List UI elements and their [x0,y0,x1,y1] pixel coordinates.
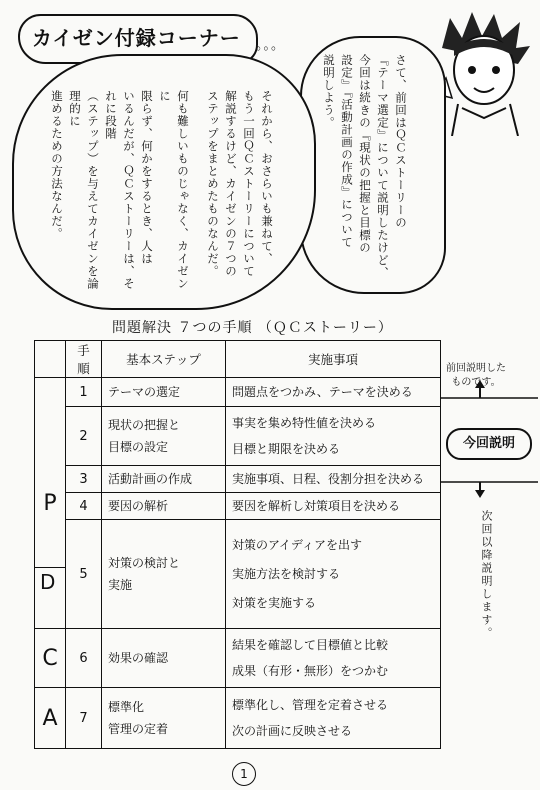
step-detail: 実施方法を検討する [232,566,341,581]
bubble-middle-text: それから、おさらいも兼ねて、 もう一回ＱＣストーリーについて 解説するけど、カイゼンの７つの ステップをまとめたものなんだ。 [206,90,274,278]
title-dots: 。。。 [256,38,286,53]
pdca-do: D [40,570,56,594]
arrow-down-icon [475,490,485,498]
bubble-right-text: さて、前回はＱＣストーリーの 『テーマ選定』について説明したけど、 今回は続きの『現状の把握と目標の 設定』『活動計画の作成』について 説明しよう。 [322,54,408,279]
step-number: 3 [66,466,102,493]
step-detail: 問題点をつかみ、テーマを決める [232,385,413,399]
step-detail: 対策のアイディアを出す [232,537,362,552]
table-row [35,688,441,749]
table-row [35,493,441,520]
qc-story-table [34,340,441,749]
header-action-items: 実施事項 [226,341,441,378]
step-number: 1 [66,378,102,407]
step-detail: 標準化し、管理を定着させる [232,698,389,712]
step-label: 目標の設定 [108,440,169,454]
character-illustration [432,8,536,136]
pdca-plan: P [35,378,66,629]
step-label: 要因の解析 [108,499,169,513]
step-number: 5 [66,520,102,629]
step-label: テーマの選定 [108,385,181,399]
step-detail: 結果を確認して目標値と比較 [232,638,389,652]
table-row [35,520,441,629]
pdca-do-divider [34,567,65,568]
step-number: 7 [66,688,102,749]
step-detail: 事実を集め特性値を決める [232,416,377,430]
step-number: 2 [66,407,102,466]
table-row [35,629,441,688]
current-note: 今回説明 [446,428,532,460]
step-label: 効果の確認 [108,651,169,665]
table-row [35,378,441,407]
step-label: 現状の把握と [108,418,181,432]
step-detail: 要因を解析し対策項目を決める [232,499,401,513]
step-label: 活動計画の作成 [108,472,193,486]
step-number: 4 [66,493,102,520]
page-title: カイゼン付録コーナー [32,26,241,50]
previous-note: 前回説明した ものです。 [446,363,506,388]
step-detail: 目標と期限を決める [232,442,341,456]
table-row [35,466,441,493]
header-number: 手順 [66,341,102,378]
pdca-act: A [35,688,66,749]
next-note: 次回以降説明します。 [480,510,493,640]
step-detail: 次の計画に反映させる [232,724,353,738]
step-number: 6 [66,629,102,688]
header-pdca [35,341,66,378]
table-row [35,407,441,466]
step-detail: 実施事項、日程、役割分担を決める [232,472,425,486]
step-label: 管理の定着 [108,722,169,736]
table-title: 問題解決 ７つの手順 （ＱＣストーリー） [112,320,393,336]
page-number: 1 [232,762,256,786]
step-label: 標準化 [108,700,145,714]
pdca-check: C [35,629,66,688]
step-detail: 成果（有形・無形）をつかむ [232,664,389,678]
bubble-left-text: 何も難しいものじゃなく、カイゼンに 限らず、何かをするとき、人は いるんだが、ＱＣストーリーは、それに段階 （ステップ）を与えてカイゼンを論理的に 進めるための方法なんだ。 [50,90,190,290]
header-basic-step: 基本ステップ [102,341,226,378]
step-label: 実施 [108,578,133,592]
step-label: 対策の検討と [108,556,181,570]
step-detail: 対策を実施する [232,595,317,610]
